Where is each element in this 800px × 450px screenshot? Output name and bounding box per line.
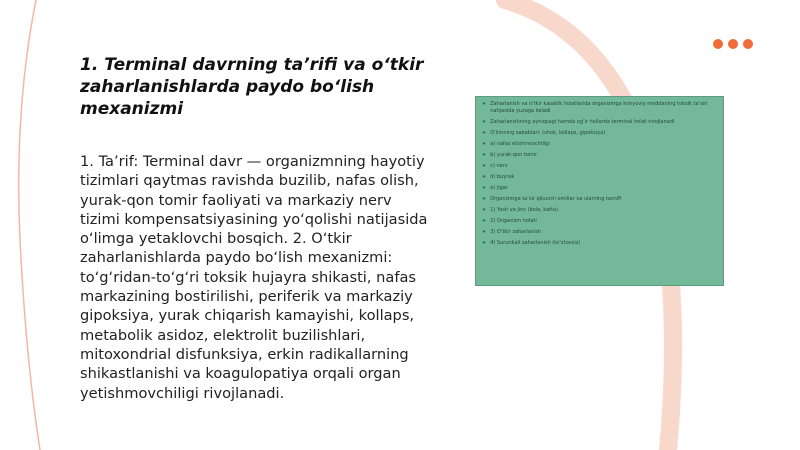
left-arc bbox=[19, 0, 40, 450]
dot-1 bbox=[713, 39, 723, 49]
arrow-bullet-icon: ➤ bbox=[482, 101, 487, 107]
list-item: ➤ a) nafas etishmovchiligi bbox=[482, 141, 550, 147]
arrow-bullet-icon: ➤ bbox=[482, 130, 487, 136]
list-item: ➤ 3) O‘tkir zaharlanish bbox=[482, 229, 542, 235]
arrow-bullet-icon: ➤ bbox=[482, 240, 487, 246]
list-item: ➤ Organizmga ta’sir qiluvchi omillar va ularning tasnifi bbox=[482, 196, 622, 202]
arrow-bullet-icon: ➤ bbox=[482, 218, 487, 224]
list-item: ➤ O‘limning sabablari: (shok, kollaps, gipoksiya) bbox=[482, 130, 606, 136]
dot-2 bbox=[728, 39, 738, 49]
thumbnail-list bbox=[482, 101, 717, 247]
list-item: ➤ Zaharlanish va o‘tkir kasallik holatlarida organizmga kimyoviy moddaning toksik ta’siri natijasida yuzaga keladi bbox=[482, 101, 708, 114]
arrow-bullet-icon: ➤ bbox=[482, 163, 487, 169]
list-item: ➤ c) nerv bbox=[482, 163, 508, 169]
arrow-bullet-icon: ➤ bbox=[482, 152, 487, 158]
list-item: ➤ e) jigar bbox=[482, 185, 508, 191]
arrow-bullet-icon: ➤ bbox=[482, 174, 487, 180]
list-item: ➤ Zaharlanishning ayniqsagi hamda og‘ir hollarda terminal holat rivojlanadi bbox=[482, 119, 675, 125]
list-item: ➤ d) buyrak bbox=[482, 174, 515, 180]
slide-title: 1. Terminal davrning ta’rifi va o‘tkir zaharlanishlarda paydo bo‘lish mexanizmi bbox=[80, 55, 424, 119]
list-item: ➤ 2) Organizm holati bbox=[482, 218, 537, 224]
decorative-dots bbox=[713, 39, 753, 49]
arrow-bullet-icon: ➤ bbox=[482, 229, 487, 235]
dot-3 bbox=[743, 39, 753, 49]
embedded-slide-image bbox=[475, 96, 724, 286]
list-item: ➤ 4) Surunkali zaharlanish (to‘xtovsiz) bbox=[482, 240, 581, 246]
arrow-bullet-icon: ➤ bbox=[482, 119, 487, 125]
list-item: ➤ 1) Yosh va jins (bola, katta) bbox=[482, 207, 559, 213]
arrow-bullet-icon: ➤ bbox=[482, 207, 487, 213]
arrow-bullet-icon: ➤ bbox=[482, 196, 487, 202]
slide-body-text: 1. Ta’rif: Terminal davr — organizmning hayotiy tizimlari qaytmas ravishda buzilib, nafas olish, yurak-qon tomir faoliyati va markaziy nerv tizimi kompensatsiyasining yo‘qolishi natijasida o‘limga yetaklovchi bosqich. 2. O‘tkir zaharlanishlarda paydo bo‘lish mexanizmi: to‘g‘ridan-to‘g‘ri toksik hujayra shikasti, nafas markazining bostirilishi, periferik va markaziy gipoksiya, yurak chiqarish kamayishi, kollaps, metabolik asidoz, elektrolit buzilishlari, mitoxondrial disfunksiya, erkin radikallarning shikastlanishi va koagulopatiya orqali organ yetishmovchiligi rivojlanadi. bbox=[80, 153, 428, 402]
arrow-bullet-icon: ➤ bbox=[482, 141, 487, 147]
arrow-bullet-icon: ➤ bbox=[482, 185, 487, 191]
list-item: ➤ b) yurak-qon tomir bbox=[482, 152, 538, 158]
